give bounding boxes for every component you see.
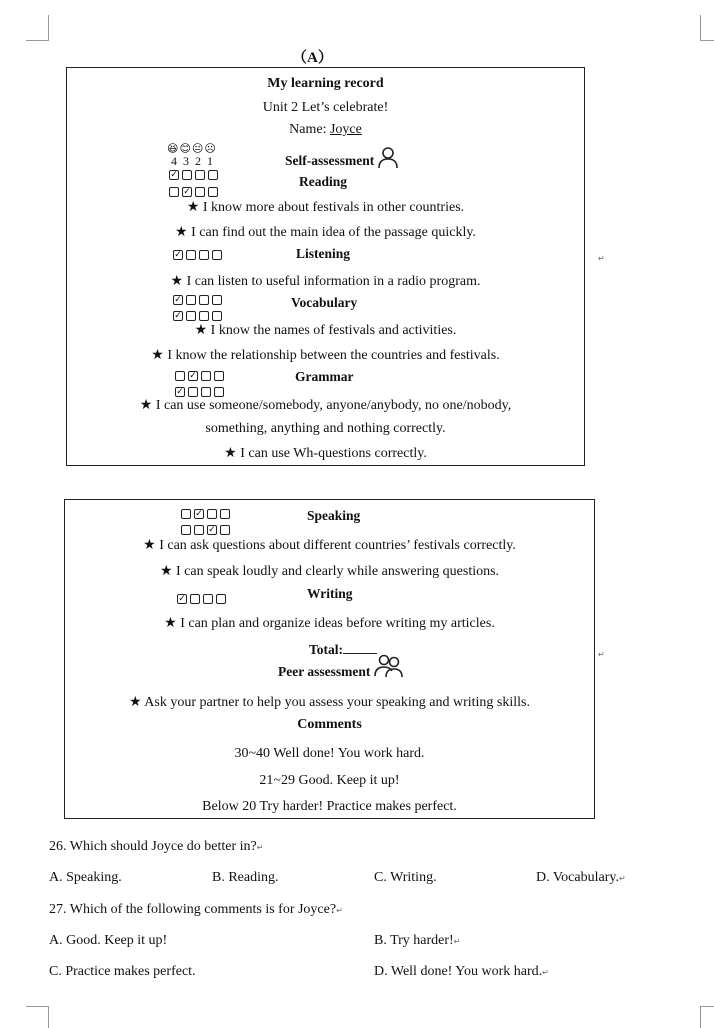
people-icon: [374, 654, 404, 678]
listening-item-1: ★ I can listen to useful information in a radio program.: [170, 274, 481, 289]
peer-assessment-label: Peer assessment: [278, 664, 371, 679]
crop-mark-bottom-right: [700, 1006, 714, 1028]
empty-box: [212, 250, 222, 260]
empty-box: [182, 170, 192, 180]
empty-box: [201, 371, 211, 381]
writing-heading: Writing: [307, 586, 353, 601]
vocabulary-item-1: ★ I know the names of festivals and activities.: [194, 323, 457, 338]
speaking-item-1: ★ I can ask questions about different countries’ festivals correctly.: [143, 538, 516, 553]
empty-box: [203, 594, 213, 604]
grammar-item-1-cont: something, anything and nothing correctly.: [205, 421, 446, 436]
empty-box: [181, 525, 191, 535]
question-26-option-d: [536, 870, 626, 886]
checked-box: ✓: [174, 250, 182, 260]
grammar-checkboxes-2: [175, 387, 224, 397]
return-mark: ↵: [618, 874, 626, 883]
empty-box: [214, 387, 224, 397]
empty-box: [190, 594, 200, 604]
empty-box: [208, 187, 218, 197]
listening-heading: Listening: [296, 246, 351, 261]
speaking-item-2: ★ I can speak loudly and clearly while answering questions.: [159, 564, 500, 579]
empty-box: [212, 311, 222, 321]
total-blank: [343, 641, 377, 654]
empty-box: [220, 525, 230, 535]
reading-item-1: ★ I know more about festivals in other countries.: [186, 200, 465, 215]
empty-box: [208, 170, 218, 180]
return-mark: ↵: [598, 254, 605, 263]
learning-record-box-1: [66, 67, 585, 466]
crop-mark-top-left: [26, 15, 49, 41]
name-label: Name:: [289, 122, 330, 137]
reading-heading: Reading: [299, 174, 348, 189]
option-text: B. Try harder!: [374, 933, 454, 948]
checked-box: ✓: [183, 187, 191, 197]
empty-box: [199, 250, 209, 260]
empty-box: [212, 295, 222, 305]
empty-box: [207, 509, 217, 519]
checked-box: ✓: [176, 387, 184, 397]
question-27-option-a: A. Good. Keep it up!: [49, 933, 168, 948]
vocabulary-item-2: ★ I know the relationship between the countries and festivals.: [151, 348, 500, 363]
comments-heading: Comments: [297, 717, 362, 732]
writing-item-1: ★ I can plan and organize ideas before writing my articles.: [164, 616, 495, 631]
total-text: Total:: [309, 642, 344, 657]
empty-box: [175, 371, 185, 381]
question-27-option-c: C. Practice makes perfect.: [49, 964, 196, 979]
checked-box: ✓: [189, 371, 197, 381]
option-text: D. Well done! You work hard.: [374, 964, 543, 979]
empty-box: [188, 387, 198, 397]
person-icon: [378, 147, 398, 169]
vocabulary-checkboxes-2: [173, 311, 222, 321]
checked-box: ✓: [208, 525, 216, 535]
checked-box: ✓: [174, 311, 182, 321]
grammar-heading: Grammar: [295, 369, 354, 384]
question-26-option-c: C. Writing.: [374, 870, 437, 885]
peer-assessment-heading: [278, 654, 404, 680]
empty-box: [195, 187, 205, 197]
empty-box: [220, 509, 230, 519]
empty-box: [195, 170, 205, 180]
learning-record-box-2: [64, 499, 595, 819]
empty-box: [216, 594, 226, 604]
question-26-option-b: B. Reading.: [212, 870, 279, 885]
comment-1: 30~40 Well done! You work hard.: [234, 746, 425, 761]
checked-box: ✓: [174, 295, 182, 305]
name-value: Joyce: [329, 122, 362, 137]
record-unit: Unit 2 Let’s celebrate!: [262, 100, 389, 115]
comment-3: Below 20 Try harder! Practice makes perfect.: [202, 799, 457, 814]
return-mark: ↵: [598, 650, 605, 659]
grammar-checkboxes-1: [175, 371, 224, 381]
checked-box: ✓: [178, 594, 186, 604]
listening-checkboxes: [173, 250, 222, 260]
empty-box: [186, 295, 196, 305]
reading-checkboxes-1: [169, 170, 218, 180]
empty-box: [169, 187, 179, 197]
speaking-heading: Speaking: [307, 508, 361, 523]
writing-checkboxes: [177, 594, 226, 604]
return-mark: ↵: [453, 937, 461, 946]
empty-box: [201, 387, 211, 397]
question-27-stem: [49, 902, 343, 918]
peer-item: ★ Ask your partner to help you assess your speaking and writing skills.: [128, 695, 530, 710]
reading-checkboxes-2: [169, 187, 218, 197]
crop-mark-top-right: [700, 15, 714, 41]
empty-box: [181, 509, 191, 519]
question-26-stem: [49, 839, 263, 855]
crop-mark-bottom-left: [26, 1006, 49, 1028]
record-name: [67, 122, 584, 138]
vocabulary-checkboxes-1: [173, 295, 222, 305]
section-label: （A）: [292, 50, 333, 66]
return-mark: ↵: [542, 968, 549, 977]
checked-box: ✓: [170, 170, 178, 180]
empty-box: [214, 371, 224, 381]
question-26-option-a: A. Speaking.: [49, 870, 122, 885]
option-text: D. Vocabulary.: [536, 870, 619, 885]
rating-faces: 😆😊😐☹: [167, 142, 217, 155]
return-mark: ↵: [256, 843, 264, 852]
record-title: My learning record: [267, 76, 384, 91]
grammar-item-1: ★ I can use someone/somebody, anyone/anybody, no one/nobody,: [139, 398, 512, 413]
empty-box: [194, 525, 204, 535]
self-assessment-label: Self-assessment: [285, 153, 375, 168]
empty-box: [186, 311, 196, 321]
grammar-item-2: ★ I can use Wh-questions correctly.: [224, 446, 427, 461]
empty-box: [186, 250, 196, 260]
vocabulary-heading: Vocabulary: [291, 295, 358, 310]
return-mark: ↵: [336, 906, 343, 915]
empty-box: [199, 311, 209, 321]
question-stem: 27. Which of the following comments is for Joyce?: [49, 902, 337, 917]
rating-numbers: 4321: [171, 154, 219, 168]
self-assessment-heading: [285, 147, 398, 169]
question-stem: 26. Which should Joyce do better in?: [49, 839, 257, 854]
comment-2: 21~29 Good. Keep it up!: [259, 773, 400, 788]
reading-item-2: ★ I can find out the main idea of the passage quickly.: [175, 225, 476, 240]
speaking-checkboxes-1: [181, 509, 230, 519]
speaking-checkboxes-2: [181, 525, 230, 535]
empty-box: [199, 295, 209, 305]
question-27-option-d: [374, 964, 549, 980]
question-27-option-b: [374, 933, 460, 949]
checked-box: ✓: [195, 509, 203, 519]
